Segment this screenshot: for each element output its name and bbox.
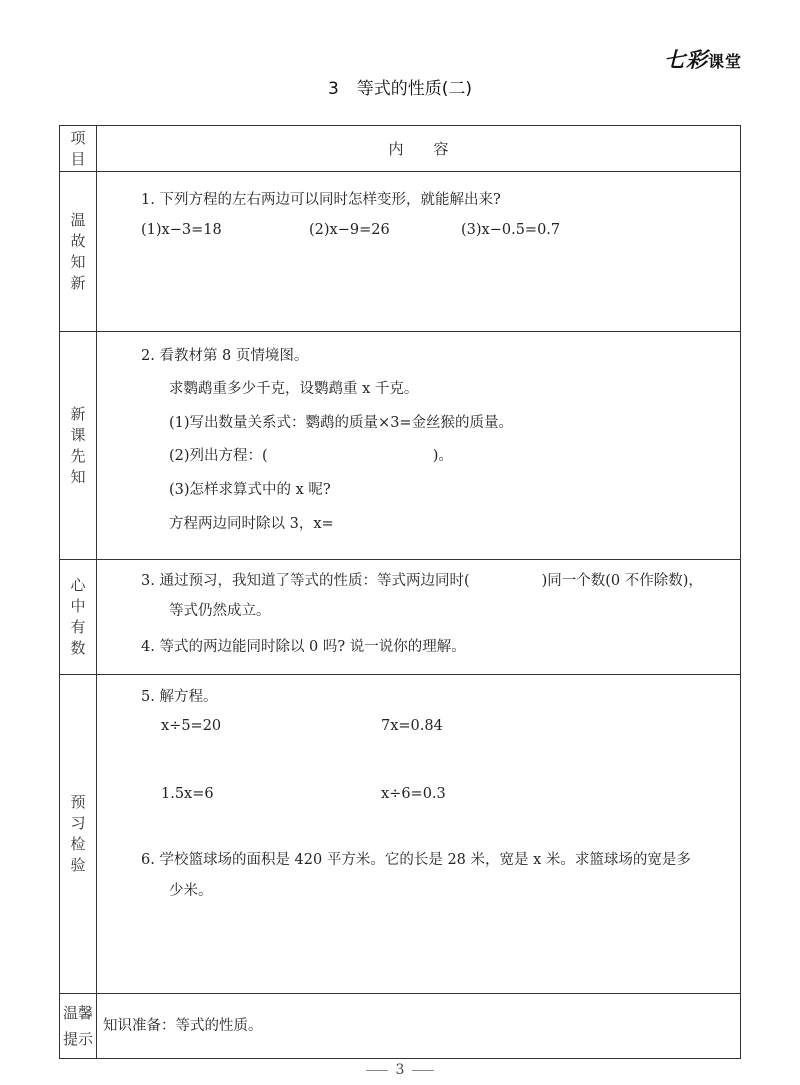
- section-preview-content-cell: [97, 332, 741, 560]
- header-label-cell: [60, 126, 97, 172]
- question-2-line-1: 求鹦鹉重多少千克，设鹦鹉重 x 千克。: [169, 381, 419, 397]
- lesson-number: 3: [327, 79, 339, 99]
- question-1-equation-1: (1)x−3=18: [141, 222, 222, 238]
- worksheet-table: [59, 125, 741, 1059]
- header-row: [60, 126, 741, 172]
- question-2-line-3: [169, 444, 453, 465]
- question-1-equation-3: (3)x−0.5=0.7: [461, 222, 561, 238]
- page-title: [0, 74, 800, 99]
- tip-text: 知识准备：等式的性质。: [103, 1018, 263, 1034]
- page-footer: [0, 1062, 800, 1078]
- question-6-line-1: 6. 学校篮球场的面积是 420 平方米。它的长是 28 米，宽是 x 米。求篮球场的宽是多: [141, 852, 691, 868]
- section-understanding-label: 心中有数: [70, 576, 86, 657]
- section-preview-row: [60, 332, 741, 560]
- section-review-content-cell: [97, 172, 741, 332]
- header-content: 内容: [388, 140, 479, 158]
- page-number: 3: [395, 1062, 405, 1078]
- section-check-label: 预习检验: [70, 793, 86, 874]
- footer-dash-left: [366, 1070, 388, 1071]
- section-check-row: [60, 675, 741, 994]
- section-tip-label: 温馨提示: [62, 1004, 93, 1048]
- question-1-text: 1. 下列方程的左右两边可以同时怎样变形，就能解出来?: [141, 192, 501, 208]
- footer-dash-right: [412, 1070, 434, 1071]
- section-check-label-cell: [60, 675, 97, 994]
- equation-3: 1.5x=6: [161, 786, 214, 802]
- section-tip-content-cell: [97, 994, 741, 1059]
- question-3-start: 3. 通过预习，我知道了等式的性质：等式两边同时(: [141, 573, 470, 589]
- brand-logo: [650, 44, 742, 74]
- question-3-end: )同一个数(0 不作除数)，: [541, 573, 703, 589]
- section-tip-label-cell: [60, 994, 97, 1059]
- section-understanding-row: [60, 560, 741, 675]
- question-2-line-2: (1)写出数量关系式：鹦鹉的质量×3=金丝猴的质量。: [169, 415, 514, 431]
- section-understanding-content-cell: [97, 560, 741, 675]
- brand-part1: 七彩: [663, 48, 708, 72]
- brand-part2: 课堂: [707, 52, 742, 71]
- question-2-line-4: (3)怎样求算式中的 x 呢?: [169, 482, 331, 498]
- section-review-label-cell: [60, 172, 97, 332]
- question-1-equation-2: (2)x−9=26: [309, 222, 390, 238]
- question-4-text: 4. 等式的两边能同时除以 0 吗? 说一说你的理解。: [141, 639, 466, 655]
- question-5-text: 5. 解方程。: [141, 689, 218, 705]
- equation-1: x÷5=20: [161, 718, 222, 734]
- section-review-row: [60, 172, 741, 332]
- section-preview-label: 新课先知: [70, 404, 86, 486]
- question-2-text: 2. 看教材第 8 页情境图。: [141, 348, 309, 364]
- question-6-line-2: 少米。: [169, 883, 213, 899]
- section-tip-row: [60, 994, 741, 1059]
- question-2-line-5: 方程两边同时除以 3，x=: [169, 516, 334, 532]
- section-understanding-label-cell: [60, 560, 97, 675]
- header-content-cell: [97, 126, 741, 172]
- section-check-content-cell: [97, 675, 741, 994]
- equation-2: 7x=0.84: [381, 718, 443, 734]
- question-3-line-2: 等式仍然成立。: [169, 603, 271, 619]
- question-2-line-3-start: (2)列出方程：(: [169, 448, 268, 464]
- section-preview-label-cell: [60, 332, 97, 560]
- question-3-line-1: [141, 569, 703, 590]
- equation-4: x÷6=0.3: [381, 786, 446, 802]
- question-2-line-3-end: )。: [432, 448, 453, 464]
- header-label: 项目: [70, 128, 86, 168]
- section-review-label: 温故知新: [70, 210, 86, 292]
- lesson-title: 等式的性质(二): [356, 79, 473, 99]
